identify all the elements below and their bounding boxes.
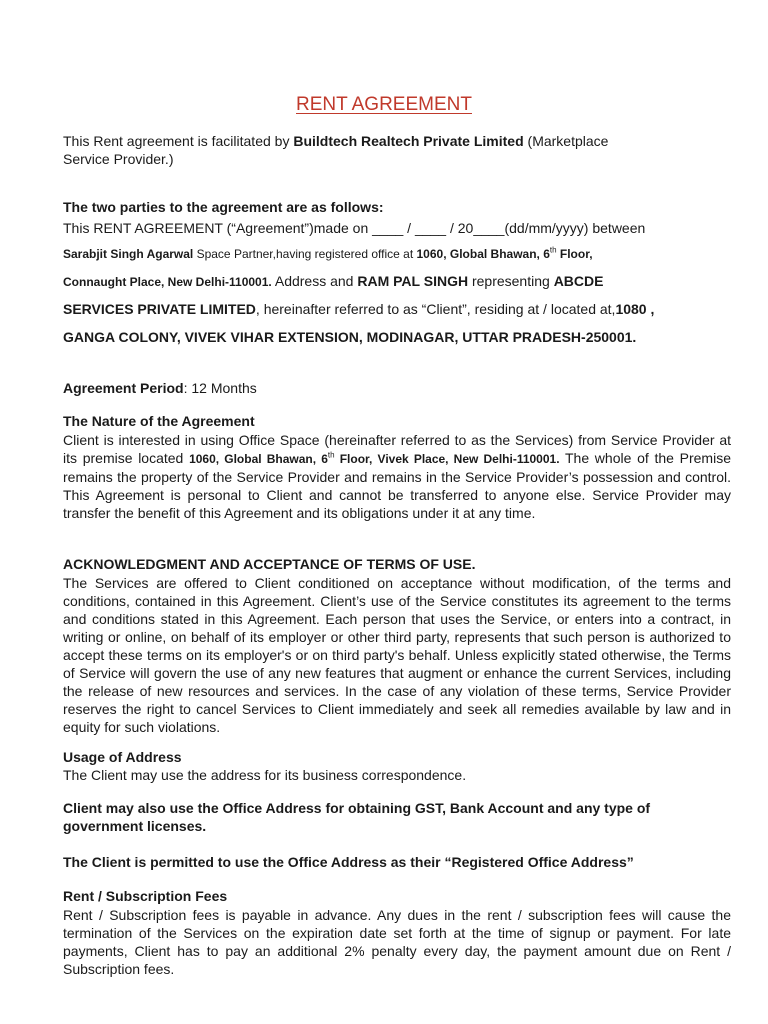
parties-line-2 xyxy=(63,272,731,291)
address-and-text: Address and xyxy=(271,273,358,289)
partner-office-city: Connaught Place, New Delhi-110001. xyxy=(63,275,272,289)
partner-office-address: 1060, Global Bhawan, 6 xyxy=(416,247,550,261)
agreement-date-line: This RENT AGREEMENT (“Agreement”)made on ____ / ____ / 20____(dd/mm/yyyy) between xyxy=(63,220,646,236)
client-company-b: SERVICES PRIVATE LIMITED xyxy=(63,301,256,317)
parties-line-1 xyxy=(63,244,731,263)
agreement-period xyxy=(63,379,731,397)
document-title: RENT AGREEMENT xyxy=(296,94,472,115)
parties-line-3 xyxy=(63,300,731,318)
client-company-a: ABCDE xyxy=(553,273,604,289)
nature-text: Client is interested in using Office Space (hereinafter referred to as the Services) from Service Provider at its premise located xyxy=(63,432,731,466)
period-label: Agreement Period xyxy=(63,380,184,396)
partner-description: Space Partner,having registered office at xyxy=(193,247,417,261)
intro-paragraph xyxy=(63,132,731,168)
ordinal-suffix: th xyxy=(327,450,335,460)
fees-paragraph: Rent / Subscription fees is payable in advance. Any dues in the rent / subscription fees will cause the termination of the Services on the expiration date set forth at the time of signup or payment. For late payments, Client has to pay an additional 2% penalty every day, the payment amount due on Rent / Subscription fees. xyxy=(63,907,731,977)
parties-heading: The two parties to the agreement are as follows: xyxy=(63,199,384,215)
ordinal-suffix: th xyxy=(549,245,557,255)
acknowledgment-heading: ACKNOWLEDGMENT AND ACCEPTANCE OF TERMS OF USE. xyxy=(63,556,476,572)
client-address-a: 1080 , xyxy=(615,301,655,317)
partner-name: Sarabjit Singh Agarwal xyxy=(63,247,194,261)
client-name: RAM PAL SINGH xyxy=(357,273,469,289)
premise-address-2: Floor, Vivek Place, New Delhi-110001. xyxy=(334,452,560,466)
premise-address: 1060, Global Bhawan, 6 xyxy=(189,452,328,466)
usage-heading: Usage of Address xyxy=(63,749,182,765)
nature-paragraph xyxy=(63,431,731,522)
usage-paragraph: The Client may use the address for its business correspondence. xyxy=(63,767,467,783)
registered-office-statement: The Client is permitted to use the Office Address as their “Registered Office Address” xyxy=(63,854,634,870)
fees-heading: Rent / Subscription Fees xyxy=(63,888,228,904)
intro-text-2: (Marketplace xyxy=(523,133,609,149)
intro-text: This Rent agreement is facilitated by xyxy=(63,133,294,149)
gst-usage-statement: Client may also use the Office Address for obtaining GST, Bank Account and any type of government licenses. xyxy=(63,800,651,834)
client-address-b: GANGA COLONY, VIVEK VIHAR EXTENSION, MODINAGAR, UTTAR PRADESH-250001. xyxy=(63,329,637,345)
facilitator-company: Buildtech Realtech Private Limited xyxy=(293,133,524,149)
acknowledgment-paragraph: The Services are offered to Client conditioned on acceptance without modification, of the terms and conditions, contained in this Agreement. Client’s use of the Service constitutes its agreement to the terms and conditions stated in this Agreement. Each person that uses the Service, or enters into a contract, in writing or online, on behalf of its employer or other third party, represents that such person is authorized to accept these terms on its employer's or on third party's behalf. Unless explicitly stated otherwise, the Terms of Service will govern the use of any new features that augment or enhance the current Services, including the release of new resources and services. In the case of any violation of these terms, Service Provider reserves the right to cancel Services to Client immediately and seek all remedies available by law and in equity for such violations. xyxy=(63,575,731,735)
period-value: : 12 Months xyxy=(183,380,257,396)
partner-office-floor: Floor, xyxy=(556,247,593,261)
representing-text: representing xyxy=(468,273,554,289)
hereinafter-text: , hereinafter referred to as “Client”, residing at / located at, xyxy=(255,301,616,317)
nature-text-2: The whole of the Premise remains the property of the Service Provider and remains in the Service Provider’s possession and control. This Agreement is personal to Client and cannot be transferred to anyone else. Service Provider may transfer the benefit of this Agreement and its obligations under it at any time. xyxy=(63,450,731,521)
intro-text-3: Service Provider.) xyxy=(63,151,174,167)
nature-heading: The Nature of the Agreement xyxy=(63,413,255,429)
